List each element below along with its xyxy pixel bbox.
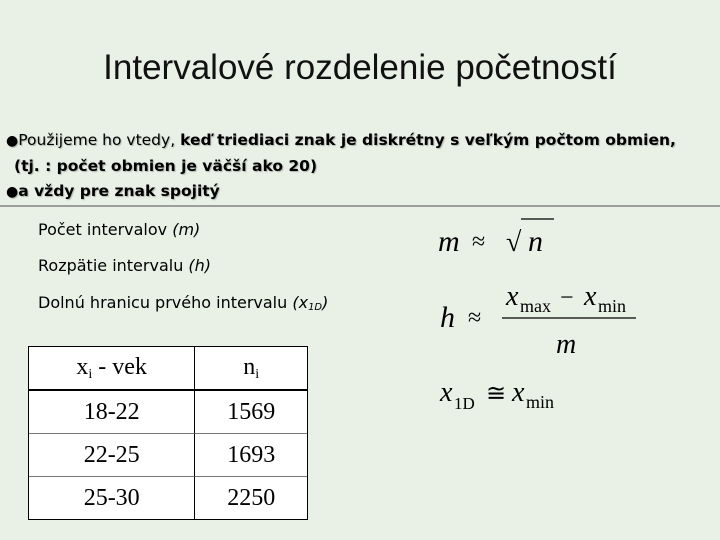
- bullet-1-bold: keď triediaci znak je diskrétny s veľkým počtom obmien,: [180, 131, 676, 149]
- cell-interval: 25-30: [29, 477, 195, 519]
- bullet-icon: ●: [6, 133, 19, 149]
- bullet-1-plain: Použijeme ho vtedy,: [18, 131, 181, 149]
- formula-approx-2: ≈: [468, 305, 482, 331]
- slide-title: Intervalové rozdelenie početností: [103, 48, 617, 87]
- formula-x1d-var: x: [440, 377, 453, 408]
- formula-min-sub: min: [598, 296, 627, 316]
- frequency-table: [28, 346, 308, 520]
- formula-xmax-var: x: [506, 281, 519, 312]
- cell-count: 1569: [195, 391, 307, 434]
- param-lower-symbol: $(x_{1D})$: [292, 293, 329, 313]
- cell-count: 2250: [227, 484, 276, 511]
- formula-sqrt-sign: √: [506, 227, 522, 258]
- formula-m-lhs: m: [438, 225, 460, 258]
- param-interval-count: [38, 220, 200, 240]
- formula-xmin-var: x: [584, 281, 597, 312]
- bullet-item-1-continuation: [6, 154, 718, 179]
- formula-min2-sub: min: [526, 392, 555, 412]
- param-width-label: Rozpätie intervalu: [38, 256, 189, 275]
- formula-minus: −: [560, 285, 574, 311]
- param-lower-bound: [38, 293, 328, 318]
- formula-max-sub: max: [520, 296, 551, 316]
- cell-interval: 22-25: [29, 434, 195, 477]
- cell-interval: 18-22: [29, 391, 195, 434]
- formula-block: [420, 205, 680, 435]
- formula-n: n: [528, 225, 543, 258]
- formula-cong: ≅: [486, 381, 507, 407]
- bullet-item-1: [6, 128, 718, 154]
- bullet-icon: ●: [6, 184, 19, 200]
- cell-count: 1693: [195, 434, 307, 477]
- formula-denominator: m: [556, 329, 577, 360]
- bullet-2-bold: a vždy pre znak spojitý: [18, 182, 220, 200]
- formula-h-lhs: h: [440, 301, 455, 334]
- bullet-list: [6, 128, 718, 205]
- table-header-row: [29, 347, 307, 391]
- table-row: [29, 391, 307, 434]
- bullet-item-2: [6, 179, 718, 205]
- param-interval-width: [38, 256, 211, 276]
- table-row: [29, 434, 307, 477]
- bullet-1-note: (tj. : počet obmien je väčší ako 20): [14, 157, 318, 175]
- table-row: [29, 477, 307, 519]
- param-lower-label: Dolnú hranicu prvého intervalu: [38, 293, 293, 312]
- formula-svg: [420, 205, 680, 435]
- column-header-count: $n_i$: [195, 347, 307, 391]
- formula-1d-sub: 1D: [454, 394, 475, 413]
- param-count-label: Počet intervalov: [38, 220, 173, 239]
- formula-approx-1: ≈: [472, 229, 486, 255]
- column-header-age: $x_i$ - vek: [29, 347, 195, 391]
- param-count-symbol: (m): [172, 220, 201, 239]
- formula-xmin2-var: x: [512, 377, 525, 408]
- param-width-symbol: (h): [188, 256, 212, 275]
